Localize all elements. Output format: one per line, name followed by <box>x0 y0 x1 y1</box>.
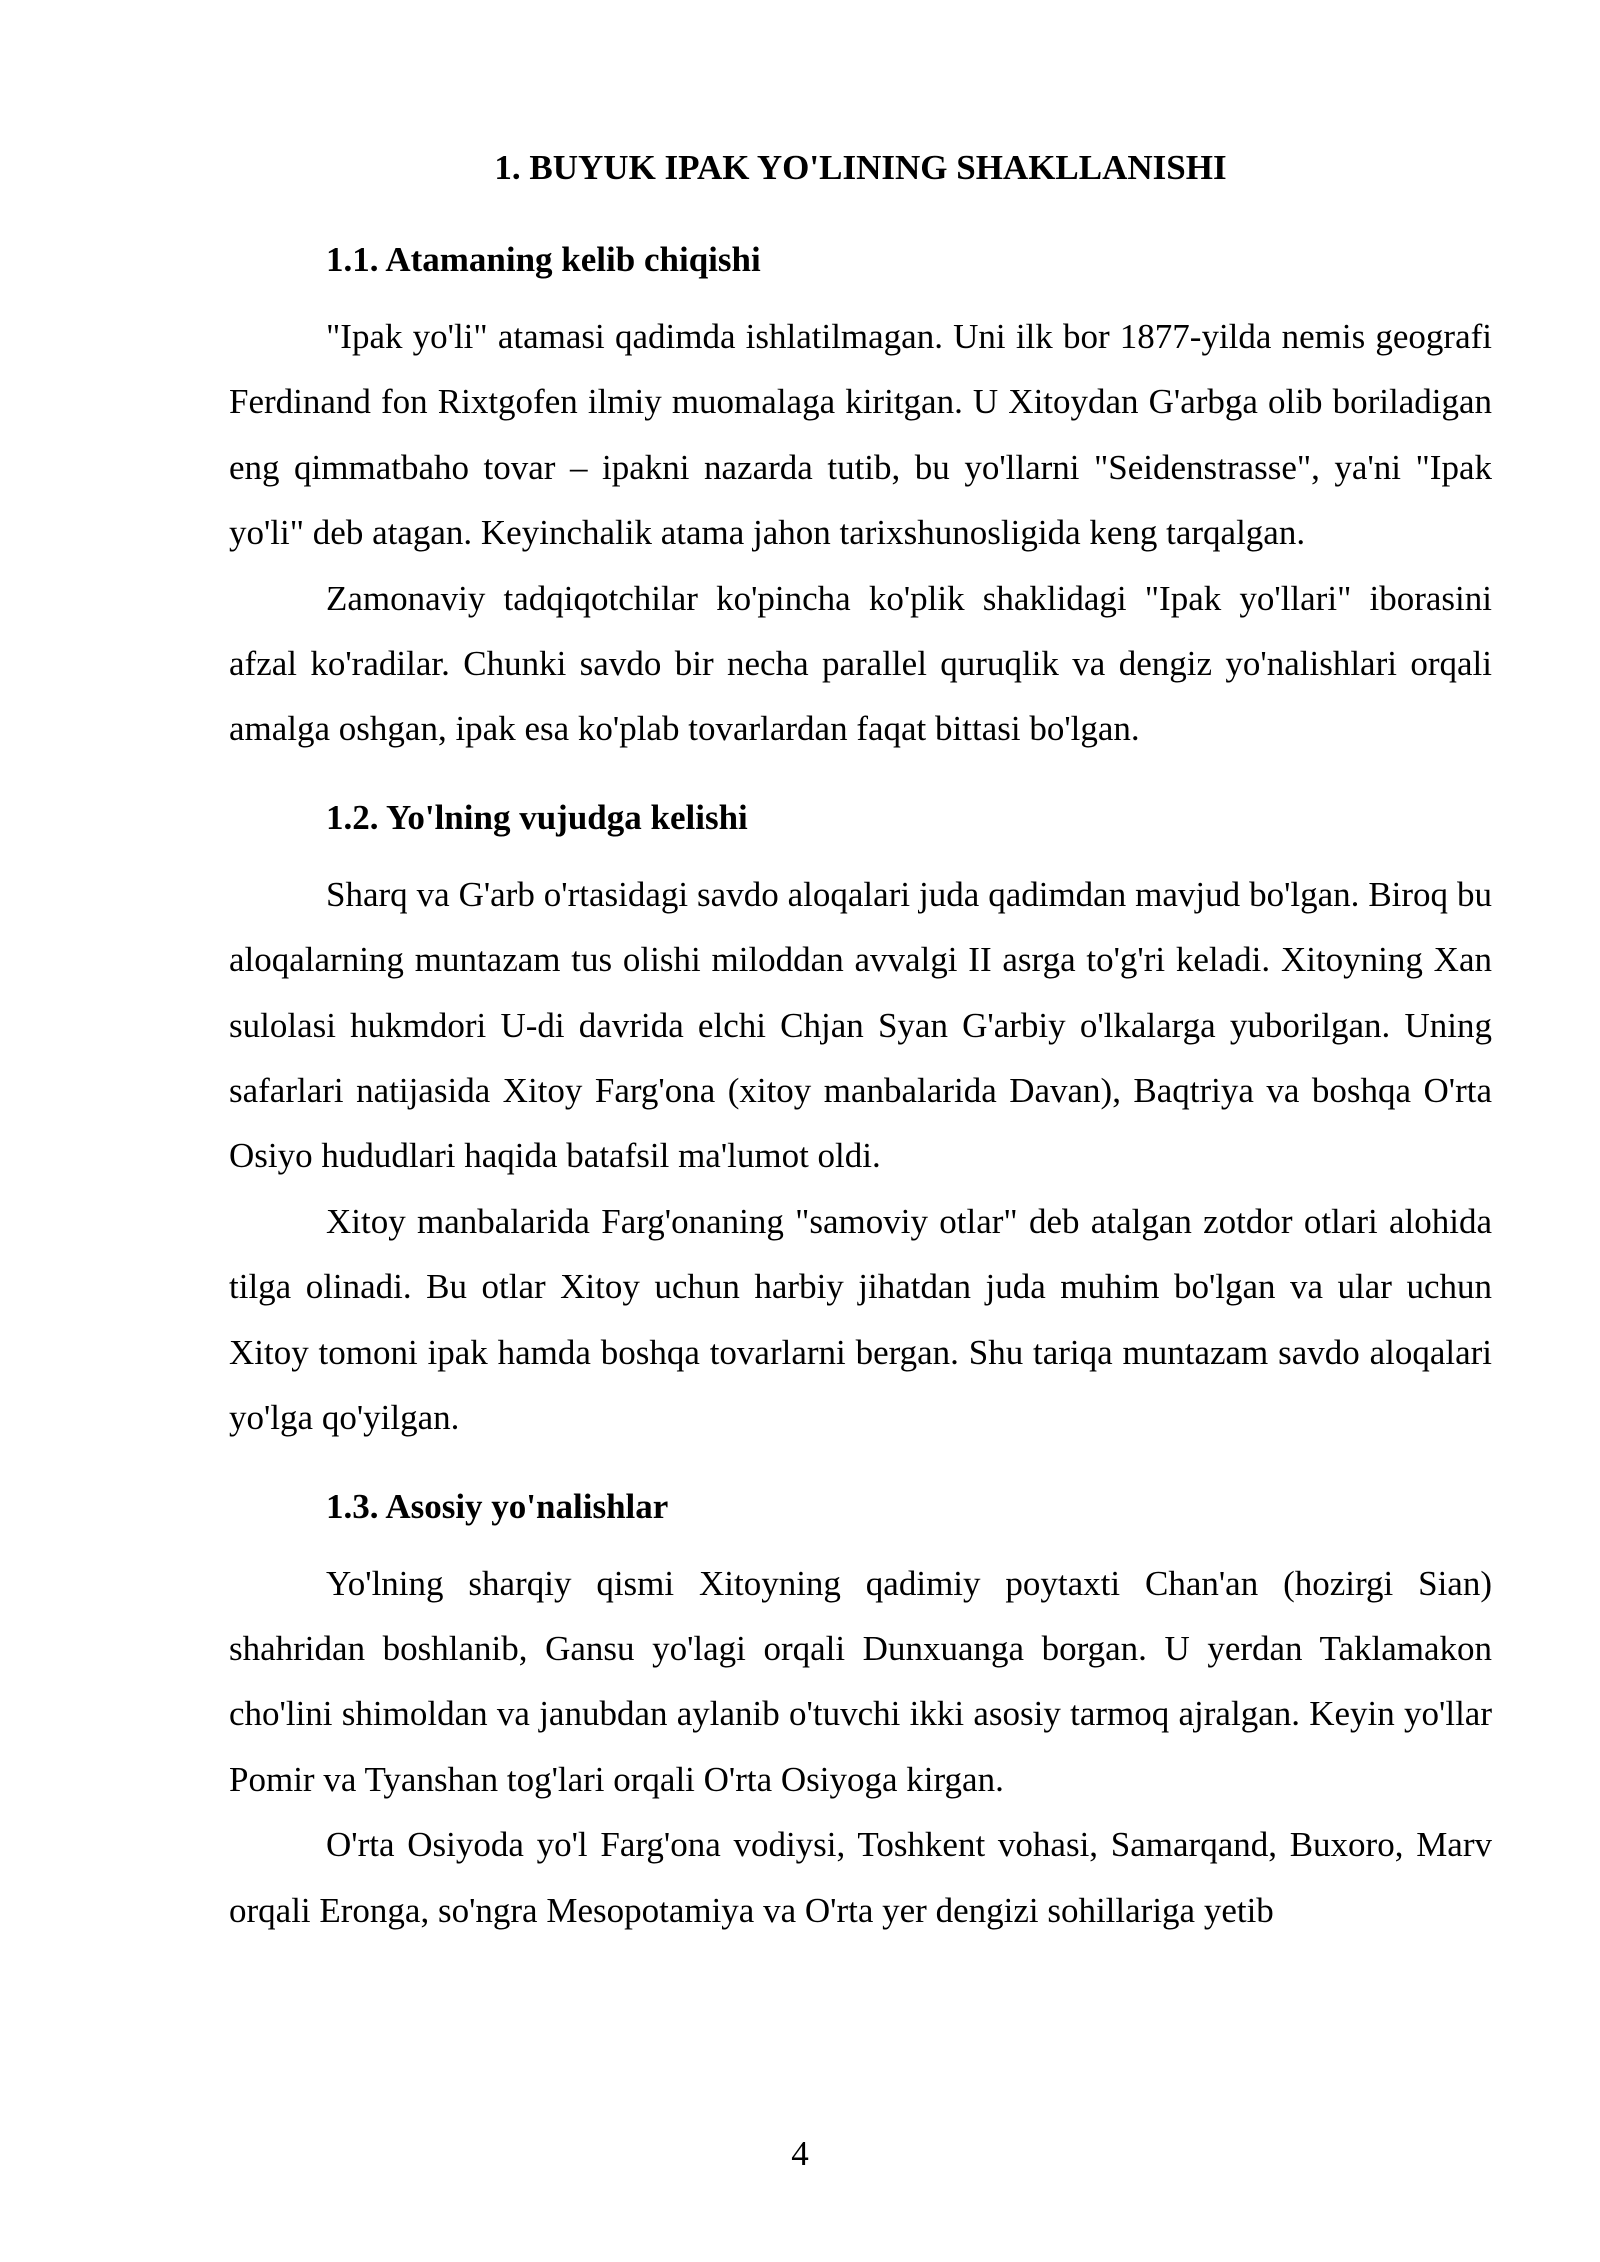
paragraph: Xitoy manbalarida Farg'onaning "samoviy otlar" deb atalgan zotdor otlari alohida tilga olinadi. Bu otlar Xitoy uchun harbiy jihatdan juda muhim bo'lgan va ular uchun Xitoy tomoni ipak hamda boshqa tovarlarni bergan. Shu tariqa muntazam savdo aloqalari yo'lga qo'yilgan. <box>229 1201 1492 1438</box>
paragraph: "Ipak yo'li" atamasi qadimda ishlatilmagan. Uni ilk bor 1877-yilda nemis geografi Ferdinand fon Rixtgofen ilmiy muomalaga kiritgan. U Xitoydan G'arbga olib boriladigan eng qimmatbaho tovar – ipakni nazarda tutib, bu yo'llarni "Seidenstrasse", ya'ni "Ipak yo'li" deb atagan. Keyinchalik atama jahon tarixshunosligida keng tarqalgan. <box>229 317 1492 553</box>
paragraph: Zamonaviy tadqiqotchilar ko'pincha ko'plik shaklidagi "Ipak yo'llari" iborasini afzal ko'radilar. Chunki savdo bir necha parallel quruqlik va dengiz yo'nalishlari orqali amalga oshgan, ipak esa ko'plab tovarlardan faqat bittasi bo'lgan. <box>229 578 1492 749</box>
section-heading: 1.3. Asosiy yo'nalishlar <box>326 1486 669 1526</box>
section-heading: 1.2. Yo'lning vujudga kelishi <box>326 797 748 837</box>
paragraph: Yo'lning sharqiy qismi Xitoyning qadimiy poytaxti Chan'an (hozirgi Sian) shahridan boshlanib, Gansu yo'lagi orqali Dunxuanga borgan. U yerdan Taklamakon cho'lini shimoldan va janubdan aylanib o'tuvchi ikki asosiy tarmoq ajralgan. Keyin yo'llar Pomir va Tyanshan tog'lari orqali O'rta Osiyoga kirgan. <box>229 1563 1492 1799</box>
page-number: 4 <box>791 2134 809 2173</box>
paragraph: O'rta Osiyoda yo'l Farg'ona vodiysi, Toshkent vohasi, Samarqand, Buxoro, Marv orqali Eronga, so'ngra Mesopotamiya va O'rta yer dengizi sohillariga yetib <box>229 1825 1492 1930</box>
chapter-title: 1. BUYUK IPAK YO'LINING SHAKLLANISHI <box>494 148 1227 187</box>
paragraph: Sharq va G'arb o'rtasidagi savdo aloqalari juda qadimdan mavjud bo'lgan. Biroq bu aloqalarning muntazam tus olishi miloddan avvalgi II asrga to'g'ri keladi. Xitoyning Xan sulolasi hukmdori U-di davrida elchi Chjan Syan G'arbiy o'lkalarga yuborilgan. Uning safarlari natijasida Xitoy Farg'ona (xitoy manbalarida Davan), Baqtriya va boshqa O'rta Osiyo hududlari haqida batafsil ma'lumot oldi. <box>229 874 1492 1176</box>
section-heading: 1.1. Atamaning kelib chiqishi <box>326 240 761 279</box>
page-content <box>229 148 1492 1943</box>
